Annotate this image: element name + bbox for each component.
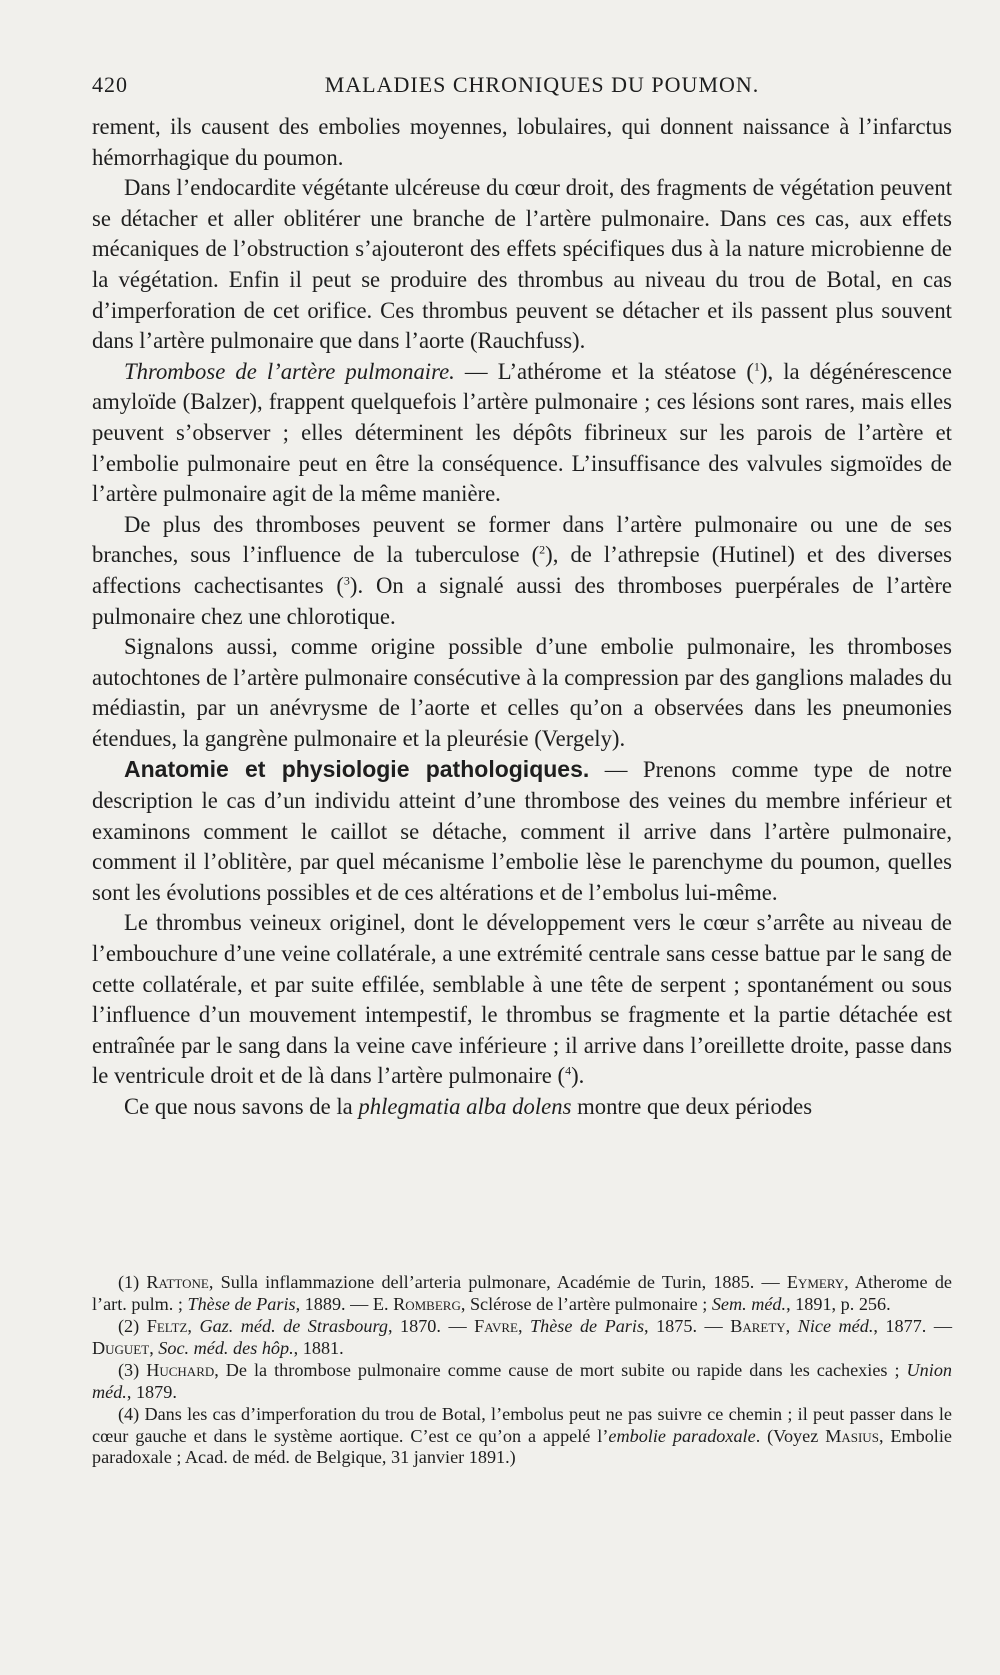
paragraph [92,908,952,1092]
footnote-ref: 4 [565,1063,572,1078]
text-run: , [517,1316,531,1336]
author: Eymery [786,1272,845,1292]
footnote-2 [92,1316,952,1359]
running-head: MALADIES CHRONIQUES DU POUMON. [324,72,760,97]
author: Duguet [92,1337,150,1358]
footnote-mark: (1) [118,1272,147,1292]
text-run: , Sclérose de l’artère pulmonaire ; [460,1293,712,1314]
text-run: , 1875. — [644,1316,731,1336]
page-header [92,72,952,104]
author: Favre [474,1316,518,1336]
text-run: De plus des thromboses peuvent se former dans l’artère pulmonaire ou une de ses branches, sous l’influence de la tuberculose ( [92,511,952,568]
author: Barety [730,1316,786,1336]
text-run: , 1889. — E. [295,1293,394,1314]
footnote-ref: 3 [343,573,350,588]
footnote-ref: 2 [539,542,546,557]
author: Romberg [393,1293,461,1314]
text-run: ), de l’athrepsie (Hutinel) et des diverses affections cachectisantes ( [92,542,952,598]
text-run: , Sulla inflammazione dell’arteria pulmonare, Académie de Turin, 1885. — [208,1272,787,1292]
text-run: montre que deux périodes [571,1094,813,1119]
citation-title: Gaz. méd. de Strasbourg [199,1316,388,1336]
text-run: , 1891, p. 256. [786,1293,891,1314]
footnote-mark: (2) [118,1316,147,1336]
paragraph-subheading: Thrombose de l’artère pulmonaire. [124,358,455,384]
footnotes [92,1272,952,1470]
italic-term: embolie paradoxale [608,1425,756,1446]
footnote-3 [92,1360,952,1403]
paragraph: Signalons aussi, comme origine possible d’une embolie pulmonaire, les thromboses autochtones de l’artère pulmonaire consécutive à la compression par des ganglions malades du médiastin, par un anévrysme de l’aorte et celles qu’on a observées dans les pneumonies étendues, la gangrène pulmonaire et la pleurésie (Vergely). [92,634,952,751]
paragraph: rement, ils causent des embolies moyennes, lobulaires, qui donnent naissance à l’infarctus hémorrhagique du poumon. [92,114,952,170]
text-run: — L’athérome et la stéatose ( [454,358,754,384]
citation-title: Soc. méd. des hôp. [158,1337,294,1358]
text-run: , [785,1316,798,1336]
paragraph [92,510,952,632]
author: Rattone [146,1272,209,1292]
citation-title: Union méd. [92,1360,952,1402]
text-run: , 1881. [293,1337,344,1358]
paragraph [92,357,952,510]
text-run: , 1877. — [873,1316,953,1336]
footnote-ref: 1 [753,359,760,374]
footnote-4 [92,1404,952,1469]
text-run: ). [571,1063,585,1089]
author: Huchard [146,1360,215,1380]
citation-title: Thèse de Paris [530,1316,645,1336]
text-run: , [149,1337,159,1358]
author: Masius [825,1425,879,1446]
text-run: Dans les cas d’imperforation du trou de Botal, l’embolus peut ne pas suivre ce chemin ; il peut passer dans le cœur gauche et dans le système aortique. C’est ce qu’on a appelé l’ [92,1404,952,1446]
footnote-mark: (4) [118,1404,145,1424]
citation-title: Nice méd. [797,1316,874,1336]
text-run: Le thrombus veineux originel, dont le développement vers le cœur s’arrête au niveau de l’embouchure d’une veine collatérale, a une extrémité centrale sans cesse battue par le sang de cette collatérale, et par suite effilée, semblable à une tête de serpent ; spontanément ou sous l’influence d’un mouvement intempestif, le thrombus se fragmente et la partie détachée est entraînée par le sang dans la veine cave inférieure ; il arrive dans l’oreillette droite, passe dans le ventricule droit et de là dans l’artère pulmonaire ( [92,910,952,1089]
text-run: ), la dégénérescence amyloïde (Balzer), frappent quelquefois l’artère pulmonaire ; ces lésions sont rares, mais elles peuvent s’observer ; elles déterminent les dépôts fibrineux sur les parois de l’artère et l’embolie pulmonaire peut en être la conséquence. L’insuffisance des valvules sigmoïdes de l’artère pulmonaire agit de la même manière. [92,358,952,507]
footnote-mark: (3) [118,1360,147,1380]
text-run: , 1870. — [387,1316,475,1336]
page-number: 420 [92,72,128,97]
text-run: , Embolie paradoxale ; Acad. de méd. de Belgique, 31 janvier 1891.) [92,1425,952,1467]
body-text [92,112,952,1123]
italic-term: phlegmatia alba dolens [358,1094,572,1119]
text-run: . (Voyez [755,1425,826,1446]
text-run: , De la thrombose pulmonaire comme cause de mort subite ou rapide dans les cachexies ; [214,1360,907,1380]
paragraph: Dans l’endocardite végétante ulcéreuse du cœur droit, des fragments de végétation peuvent se détacher et aller oblitérer une branche de l’artère pulmonaire. Dans ces cas, aux effets mécaniques de l’obstruction s’ajouteront des effets spécifiques dus à la nature microbienne de la végétation. Enfin il peut se produire des thrombus au niveau du trou de Botal, en cas d’imperforation de cet orifice. Ces thrombus peuvent se détacher et ils passent plus souvent dans l’artère pulmonaire que dans l’aorte (Rauchfuss). [92,175,952,354]
text-run: , 1879. [126,1381,177,1402]
text-run: Ce que nous savons de la [124,1094,359,1119]
section-heading: Anatomie et physiologie pathologiques. [124,756,590,783]
citation-title: Thèse de Paris [187,1293,296,1314]
text-run: ). On a signalé aussi des thromboses puerpérales de l’artère pulmonaire chez une chlorotique. [92,572,952,629]
footnote-1 [92,1272,952,1315]
text-run: — Prenons comme type de notre description le cas d’un individu atteint d’une thrombose des veines du membre inférieur et examinons comment le caillot se détache, comment il arrive dans l’artère pulmonaire, comment il l’oblitère, par quel mécanisme l’embolie lèse le parenchyme du poumon, quelles sont les évolutions possibles et de ces altérations et de l’embolus lui-même. [92,757,952,905]
text-run: , [187,1316,200,1336]
paragraph [92,754,952,908]
author: Feltz [146,1316,188,1336]
paragraph [92,1092,952,1123]
text-run: , Atherome de l’art. pulm. ; [92,1272,952,1314]
citation-title: Sem. méd. [711,1293,787,1314]
